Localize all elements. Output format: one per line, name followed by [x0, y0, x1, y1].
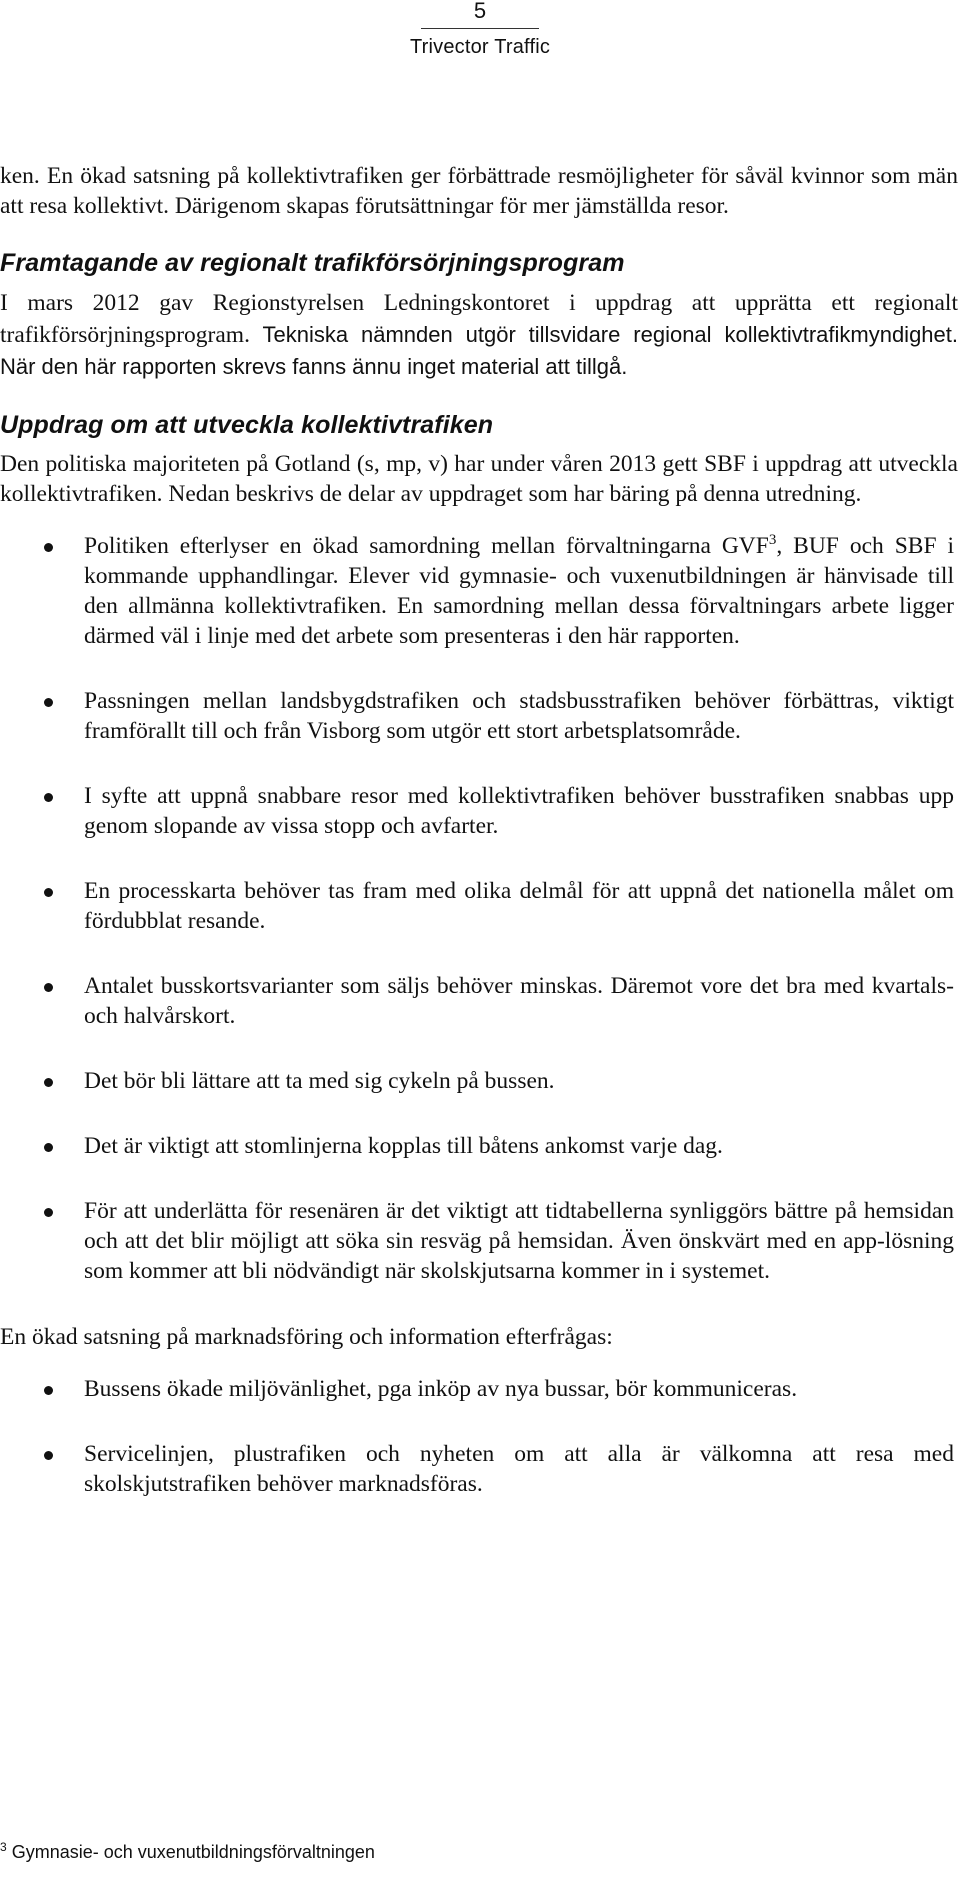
list-item — [0, 781, 958, 841]
list-item-text: I syfte att uppnå snabbare resor med kollektivtrafiken behöver busstrafiken snabbas upp genom slopande av vissa stopp och avfarter. — [84, 783, 954, 839]
list-item — [0, 686, 958, 746]
document-body — [0, 161, 958, 1499]
bullet-icon — [44, 1208, 53, 1217]
page-number: 5 — [473, 0, 487, 23]
list-item-text: Passningen mellan landsbygdstrafiken och stadsbusstrafiken behöver förbättras, viktigt framförallt till och från Visborg som utgör ett stort arbetsplatsområde. — [84, 688, 954, 744]
marketing-paragraph: En ökad satsning på marknadsföring och information efterfrågas: — [0, 1324, 613, 1350]
page-header — [380, 0, 580, 59]
paragraph-text-serif: I mars 2012 gav Regionstyrelsen Ledningskontoret i uppdrag att upprätta ett regionalt trafikförsörjningsprogram. — [0, 290, 958, 348]
bullet-icon — [44, 1386, 53, 1395]
list-item-text: Bussens ökade miljövänlighet, pga inköp av nya bussar, bör kommuniceras. — [84, 1376, 798, 1402]
list-item-text: En processkarta behöver tas fram med olika delmål för att uppnå det nationella målet om fördubblat resande. — [84, 878, 954, 934]
list-item — [0, 1066, 958, 1096]
bullet-icon — [44, 543, 53, 552]
footnote-reference: 3 — [768, 532, 777, 549]
list-item-text: Det bör bli lättare att ta med sig cykeln på bussen. — [84, 1068, 555, 1094]
list-item — [0, 1131, 958, 1161]
list-item — [0, 1374, 958, 1404]
footnote — [0, 1840, 375, 1864]
list-item — [0, 531, 958, 651]
bullet-icon — [44, 983, 53, 992]
list-item — [0, 1439, 958, 1499]
bullet-icon — [44, 1078, 53, 1087]
section-heading-trafikforsorjningsprogram: Framtagande av regionalt trafikförsörjningsprogram — [0, 249, 625, 277]
section-paragraph-trafikforsorjningsprogram — [0, 287, 958, 383]
bullet-icon — [44, 1143, 53, 1152]
list-item-text: Politiken efterlyser en ökad samordning mellan förvaltningarna GVF — [84, 533, 769, 559]
bullet-icon — [44, 698, 53, 707]
assignment-bullet-list — [0, 531, 958, 1286]
list-item-text: Det är viktigt att stomlinjerna kopplas till båtens ankomst varje dag. — [84, 1133, 723, 1159]
header-rule — [421, 28, 539, 29]
paragraph-text-sans: Tekniska nämnden utgör tillsvidare regional kollektivtrafikmyndighet. När den här rapporten skrevs fanns ännu inget material att tillgå. — [0, 322, 958, 379]
bullet-icon — [44, 1451, 53, 1460]
marketing-bullet-list — [0, 1374, 958, 1499]
list-item — [0, 971, 958, 1031]
bullet-icon — [44, 888, 53, 897]
footnote-marker: 3 — [0, 1840, 7, 1854]
list-item-text: , BUF och SBF i kommande upphandlingar. Elever vid gymnasie- och vuxenutbildningen är hänvisade till den allmänna kollektivtrafiken. En samordning mellan dessa förvaltningars arbete ligger därmed väl i linje med det arbete som presenteras i den här rapporten. — [84, 533, 954, 649]
footnote-text: Gymnasie- och vuxenutbildningsförvaltningen — [11, 1842, 375, 1862]
bullet-icon — [44, 793, 53, 802]
list-item-text: För att underlätta för resenären är det viktigt att tidtabellerna synliggörs bättre på hemsidan och att det blir möjligt att söka sin resväg på hemsidan. Även önskvärt med en app-lösning som kommer att bli nödvändigt när skolskjutsarna kommer in i systemet. — [84, 1198, 954, 1284]
list-item-text: Servicelinjen, plustrafiken och nyheten om att alla är välkomna att resa med skolskjutstrafiken behöver marknadsföras. — [84, 1441, 954, 1497]
section-paragraph-uppdrag: Den politiska majoriteten på Gotland (s, mp, v) har under våren 2013 gett SBF i uppdrag att utveckla kollektivtrafiken. Nedan beskrivs de delar av uppdraget som har bäring på denna utredning. — [0, 451, 958, 507]
section-heading-uppdrag: Uppdrag om att utveckla kollektivtrafiken — [0, 411, 494, 439]
running-title: Trivector Traffic — [409, 36, 551, 58]
intro-paragraph: ken. En ökad satsning på kollektivtrafiken ger förbättrade resmöjligheter för såväl kvinnor som män att resa kollektivt. Därigenom skapas förutsättningar för mer jämställda resor. — [0, 163, 958, 219]
list-item — [0, 876, 958, 936]
list-item-text: Antalet busskortsvarianter som säljs behöver minskas. Däremot vore det bra med kvartals- och halvårskort. — [84, 973, 954, 1029]
list-item — [0, 1196, 958, 1286]
